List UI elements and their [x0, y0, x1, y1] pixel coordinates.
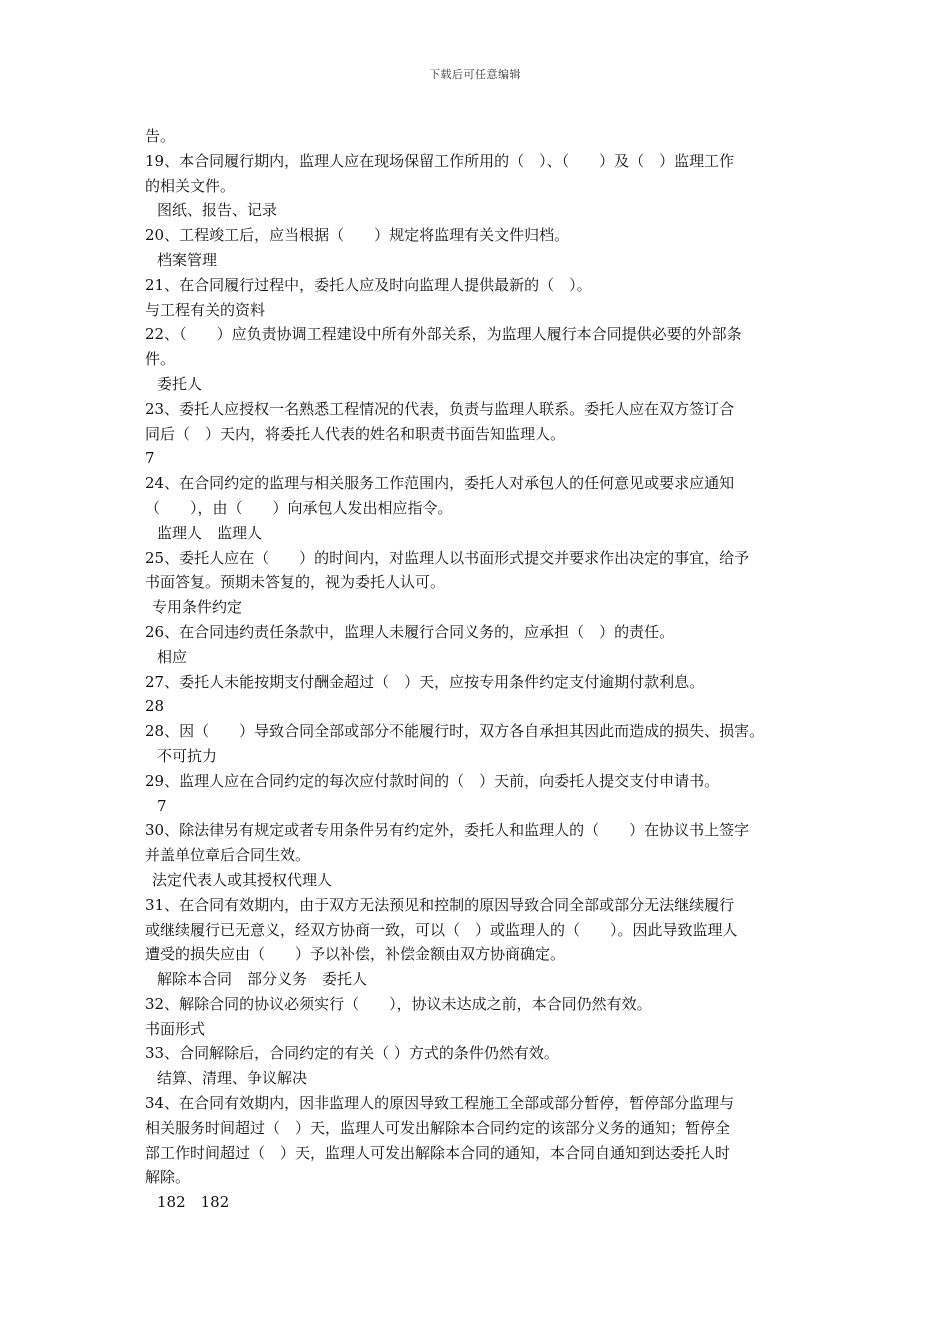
answer-line: 监理人 监理人: [157, 523, 263, 542]
answer-line: 专用条件约定: [152, 598, 243, 617]
answer-line: 书面形式: [145, 1019, 206, 1038]
answer-line: 档案管理: [157, 250, 218, 269]
question-line: 相关服务时间超过（ ）天，监理人可发出解除本合同约定的该部分义务的通知；暂停全: [145, 1118, 731, 1137]
question-line: 告。: [145, 127, 176, 145]
question-line: 23、委托人应授权一名熟悉工程情况的代表，负责与监理人联系。委托人应在双方签订合: [145, 399, 735, 418]
document-body: [145, 124, 825, 1215]
question-line: 34、在合同有效期内，因非监理人的原因导致工程施工全部或部分暂停，暂停部分监理与: [145, 1094, 735, 1113]
answer-line: 不可抗力: [157, 746, 218, 765]
header-note: 下载后可任意编辑: [429, 68, 521, 81]
answer-line: 28: [145, 697, 165, 716]
question-line: 31、在合同有效期内，由于双方无法预见和控制的原因导致合同全部或部分无法继续履行: [145, 895, 735, 914]
answer-line: 7: [145, 449, 155, 468]
question-line: 书面答复。预期未答复的，视为委托人认可。: [145, 573, 446, 592]
answer-line: 委托人: [157, 374, 203, 393]
question-line: 33、合同解除后，合同约定的有关（ ）方式的条件仍然有效。: [145, 1044, 559, 1063]
question-line: 29、监理人应在合同约定的每次应付款时间的（ ）天前，向委托人提交支付申请书。: [145, 771, 720, 790]
question-line: 27、委托人未能按期支付酬金超过（ ）天，应按专用条件约定支付逾期付款利息。: [145, 672, 705, 691]
question-line: 19、本合同履行期内，监理人应在现场保留工作所用的（ ）、（ ）及（ ）监理工作: [145, 151, 735, 170]
question-line: 32、解除合同的协议必须实行（ ），协议未达成之前，本合同仍然有效。: [145, 994, 652, 1013]
question-line: 24、在合同约定的监理与相关服务工作范围内，委托人对承包人的任何意见或要求应通知: [145, 474, 735, 493]
answer-line: 法定代表人或其授权代理人: [152, 870, 333, 889]
question-line: 25、委托人应在（ ）的时间内，对监理人以书面形式提交并要求作出决定的事宜，给予: [145, 548, 750, 567]
answer-line: 7: [157, 796, 167, 815]
answer-line: 与工程有关的资料: [145, 300, 266, 319]
answer-line: 解除本合同 部分义务 委托人: [157, 970, 368, 989]
question-line: 30、除法律另有规定或者专用条件另有约定外，委托人和监理人的（ ）在协议书上签字: [145, 821, 750, 840]
question-line: 并盖单位章后合同生效。: [145, 846, 311, 865]
question-line: 部工作时间超过（ ）天，监理人可发出解除本合同的通知，本合同自通知到达委托人时: [145, 1143, 731, 1162]
question-line: 22、（ ）应负责协调工程建设中所有外部关系，为监理人履行本合同提供必要的外部条: [145, 325, 742, 344]
answer-line: 182 182: [157, 1193, 230, 1212]
question-line: 或继续履行已无意义，经双方协商一致，可以（ ）或监理人的（ ）。因此导致监理人: [145, 920, 738, 939]
question-line: 件。: [145, 350, 176, 369]
question-line: （ ），由（ ）向承包人发出相应指令。: [145, 498, 453, 517]
question-line: 21、在合同履行过程中，委托人应及时向监理人提供最新的（ ）。: [145, 275, 592, 294]
answer-line: 图纸、报告、记录: [157, 201, 278, 220]
question-line: 同后（ ）天内，将委托人代表的姓名和职责书面告知监理人。: [145, 424, 566, 443]
question-line: 的相关文件。: [145, 176, 236, 195]
question-line: 28、因（ ）导致合同全部或部分不能履行时，双方各自承担其因此而造成的损失、损害。: [145, 722, 765, 741]
question-line: 遭受的损失应由（ ）予以补偿，补偿金额由双方协商确定。: [145, 945, 566, 964]
answer-line: 结算、清理、争议解决: [157, 1069, 308, 1088]
answer-line: 相应: [157, 647, 188, 666]
question-line: 26、在合同违约责任条款中，监理人未履行合同义务的，应承担（ ）的责任。: [145, 622, 675, 641]
question-line: 解除。: [145, 1168, 191, 1187]
question-line: 20、工程竣工后，应当根据（ ）规定将监理有关文件归档。: [145, 226, 570, 245]
